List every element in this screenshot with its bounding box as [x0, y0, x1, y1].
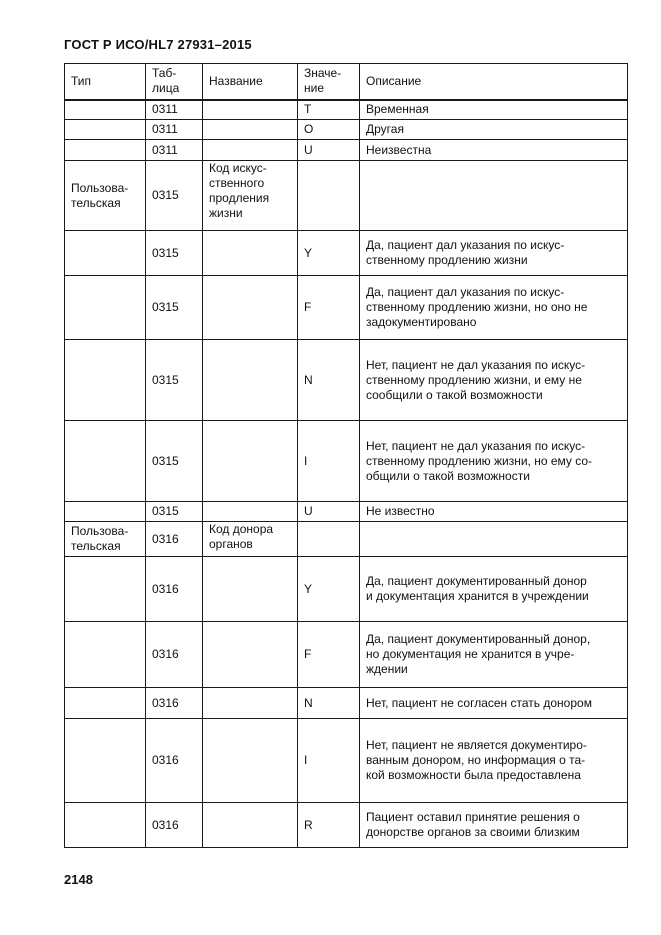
cell-type: Пользова- тельская — [65, 161, 146, 231]
table-row — [65, 622, 628, 688]
cell-table: 0315 — [146, 276, 203, 340]
cell-type — [65, 276, 146, 340]
cell-table: 0316 — [146, 557, 203, 622]
cell-name — [203, 231, 298, 276]
cell-table: 0311 — [146, 140, 203, 161]
table-row — [65, 100, 628, 120]
cell-name — [203, 421, 298, 502]
cell-value: I — [298, 719, 360, 803]
cell-name — [203, 502, 298, 522]
cell-type — [65, 557, 146, 622]
cell-type: Пользова- тельская — [65, 522, 146, 557]
cell-table: 0316 — [146, 622, 203, 688]
cell-name — [203, 140, 298, 161]
cell-name — [203, 557, 298, 622]
cell-type — [65, 120, 146, 140]
table-row — [65, 719, 628, 803]
header-type: Тип — [65, 64, 146, 100]
cell-description: Нет, пациент не согласен стать донором — [360, 688, 628, 719]
cell-type — [65, 140, 146, 161]
cell-type — [65, 100, 146, 120]
cell-type — [65, 421, 146, 502]
cell-table: 0311 — [146, 100, 203, 120]
cell-value: U — [298, 502, 360, 522]
cell-name — [203, 622, 298, 688]
cell-type — [65, 502, 146, 522]
cell-table: 0315 — [146, 421, 203, 502]
cell-table: 0315 — [146, 502, 203, 522]
cell-table: 0316 — [146, 522, 203, 557]
table-row — [65, 803, 628, 848]
table-row — [65, 120, 628, 140]
header-value: Значе- ние — [298, 64, 360, 100]
table-row — [65, 276, 628, 340]
cell-description: Неизвестна — [360, 140, 628, 161]
cell-description: Другая — [360, 120, 628, 140]
table-row — [65, 340, 628, 421]
cell-description — [360, 161, 628, 231]
cell-description: Нет, пациент не дал указания по искус- ственному продлению жизни, но ему со- общили о такой возможности — [360, 421, 628, 502]
cell-type — [65, 340, 146, 421]
cell-type — [65, 622, 146, 688]
cell-type — [65, 803, 146, 848]
cell-description: Да, пациент документированный донор и документация хранится в учреждении — [360, 557, 628, 622]
cell-type — [65, 231, 146, 276]
cell-table: 0315 — [146, 340, 203, 421]
cell-type — [65, 719, 146, 803]
cell-value: N — [298, 688, 360, 719]
cell-value: F — [298, 622, 360, 688]
cell-name — [203, 276, 298, 340]
cell-name — [203, 100, 298, 120]
cell-name — [203, 340, 298, 421]
cell-value: R — [298, 803, 360, 848]
cell-name — [203, 803, 298, 848]
table-row — [65, 557, 628, 622]
table-row — [65, 421, 628, 502]
cell-value: F — [298, 276, 360, 340]
cell-value — [298, 522, 360, 557]
cell-description: Временная — [360, 100, 628, 120]
cell-table: 0315 — [146, 161, 203, 231]
cell-description: Не известно — [360, 502, 628, 522]
document-header: ГОСТ Р ИСО/HL7 27931–2015 — [64, 37, 252, 52]
cell-table: 0315 — [146, 231, 203, 276]
cell-description — [360, 522, 628, 557]
cell-description: Да, пациент дал указания по искус- ственному продлению жизни, но оно не задокументировано — [360, 276, 628, 340]
header-table: Таб- лица — [146, 64, 203, 100]
cell-value: U — [298, 140, 360, 161]
cell-table: 0316 — [146, 688, 203, 719]
cell-type — [65, 688, 146, 719]
table-row — [65, 502, 628, 522]
cell-description: Нет, пациент не является документиро- ванным донором, но информация о та- кой возможности была предоставлена — [360, 719, 628, 803]
table-row — [65, 231, 628, 276]
cell-value — [298, 161, 360, 231]
cell-description: Да, пациент дал указания по искус- ственному продлению жизни — [360, 231, 628, 276]
cell-description: Нет, пациент не дал указания по искус- ственному продлению жизни, и ему не сообщили о такой возможности — [360, 340, 628, 421]
cell-name — [203, 688, 298, 719]
cell-value: O — [298, 120, 360, 140]
header-description: Описание — [360, 64, 628, 100]
table-row — [65, 522, 628, 557]
cell-name: Код донора органов — [203, 522, 298, 557]
cell-table: 0311 — [146, 120, 203, 140]
cell-table: 0316 — [146, 803, 203, 848]
table-row — [65, 161, 628, 231]
table-row — [65, 688, 628, 719]
table-row — [65, 140, 628, 161]
cell-name: Код искус- ственного продления жизни — [203, 161, 298, 231]
cell-value: T — [298, 100, 360, 120]
cell-value: I — [298, 421, 360, 502]
cell-name — [203, 120, 298, 140]
cell-value: N — [298, 340, 360, 421]
cell-description: Пациент оставил принятие решения о донорстве органов за своими близким — [360, 803, 628, 848]
cell-description: Да, пациент документированный донор, но документация не хранится в учре- ждении — [360, 622, 628, 688]
header-name: Название — [203, 64, 298, 100]
cell-value: Y — [298, 231, 360, 276]
page-number: 2148 — [64, 872, 93, 887]
code-table — [64, 63, 628, 848]
table-header-row — [65, 64, 628, 100]
cell-table: 0316 — [146, 719, 203, 803]
cell-name — [203, 719, 298, 803]
cell-value: Y — [298, 557, 360, 622]
